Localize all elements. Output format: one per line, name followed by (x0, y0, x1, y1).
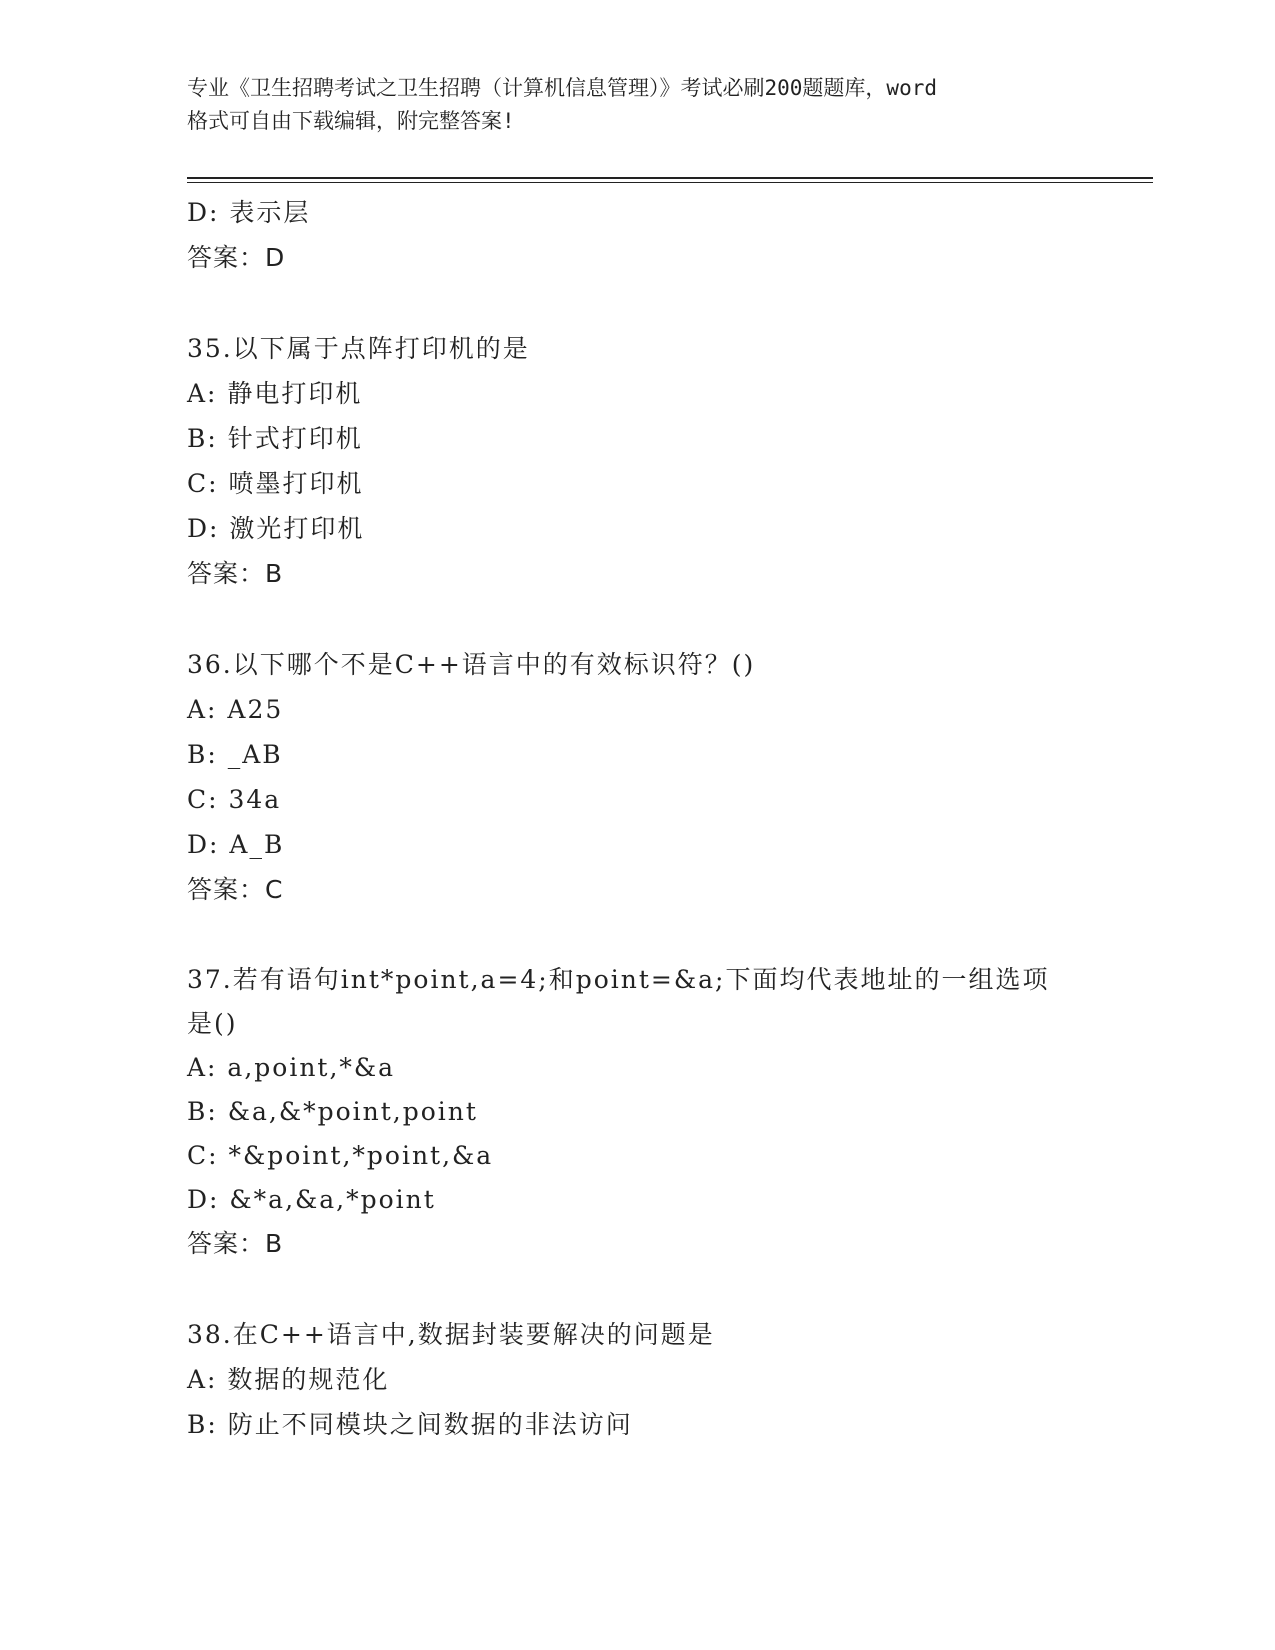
option-d: D: &*a,&a,*point (187, 1185, 436, 1214)
spacer (187, 912, 1087, 958)
question-stem: 38.在C++语言中,数据封装要解决的问题是 (187, 1320, 715, 1349)
option-c: C: *&point,*point,&a (187, 1141, 494, 1170)
document-header (187, 72, 1087, 138)
answer-line: 答案：B (187, 1229, 284, 1258)
option-d: D: A_B (187, 830, 285, 859)
answer-line: 答案：C (187, 875, 284, 904)
option-a: A: 静电打印机 (187, 379, 363, 408)
question-stem: 35.以下属于点阵打印机的是 (187, 334, 530, 363)
option-d: D: 激光打印机 (187, 514, 365, 543)
question-37 (187, 958, 1087, 1266)
option-c: C: 喷墨打印机 (187, 469, 364, 498)
option-b: B: 针式打印机 (187, 424, 363, 453)
option-a: A: a,point,*&a (187, 1053, 396, 1082)
option-b: B: _AB (187, 740, 283, 769)
question-stem: 36.以下哪个不是C++语言中的有效标识符？() (187, 650, 756, 679)
option-c: C: 34a (187, 785, 282, 814)
header-line-1: 专业《卫生招聘考试之卫生招聘（计算机信息管理）》考试必刷200题题库，word (187, 76, 937, 100)
option-b: B: 防止不同模块之间数据的非法访问 (187, 1410, 633, 1439)
spacer (187, 1266, 1087, 1312)
previous-question-tail (187, 190, 1087, 280)
header-line-2: 格式可自由下载编辑，附完整答案! (187, 109, 515, 133)
option-d: D: 表示层 (187, 198, 311, 227)
option-a: A: 数据的规范化 (187, 1365, 390, 1394)
option-a: A: A25 (187, 695, 284, 724)
spacer (187, 280, 1087, 326)
answer-line: 答案：B (187, 559, 284, 588)
question-36 (187, 642, 1087, 912)
header-rule-thin (187, 182, 1153, 183)
question-38 (187, 1312, 1087, 1447)
question-stem-line-2: 是() (187, 1009, 238, 1038)
question-stem-line-1: 37.若有语句int*point,a=4;和point=&a;下面均代表地址的一组选项 (187, 965, 1050, 994)
spacer (187, 596, 1087, 642)
header-rule-thick (187, 177, 1153, 179)
question-35 (187, 326, 1087, 596)
answer-line: 答案：D (187, 243, 286, 272)
question-list (187, 190, 1087, 1447)
option-b: B: &a,&*point,point (187, 1097, 478, 1126)
